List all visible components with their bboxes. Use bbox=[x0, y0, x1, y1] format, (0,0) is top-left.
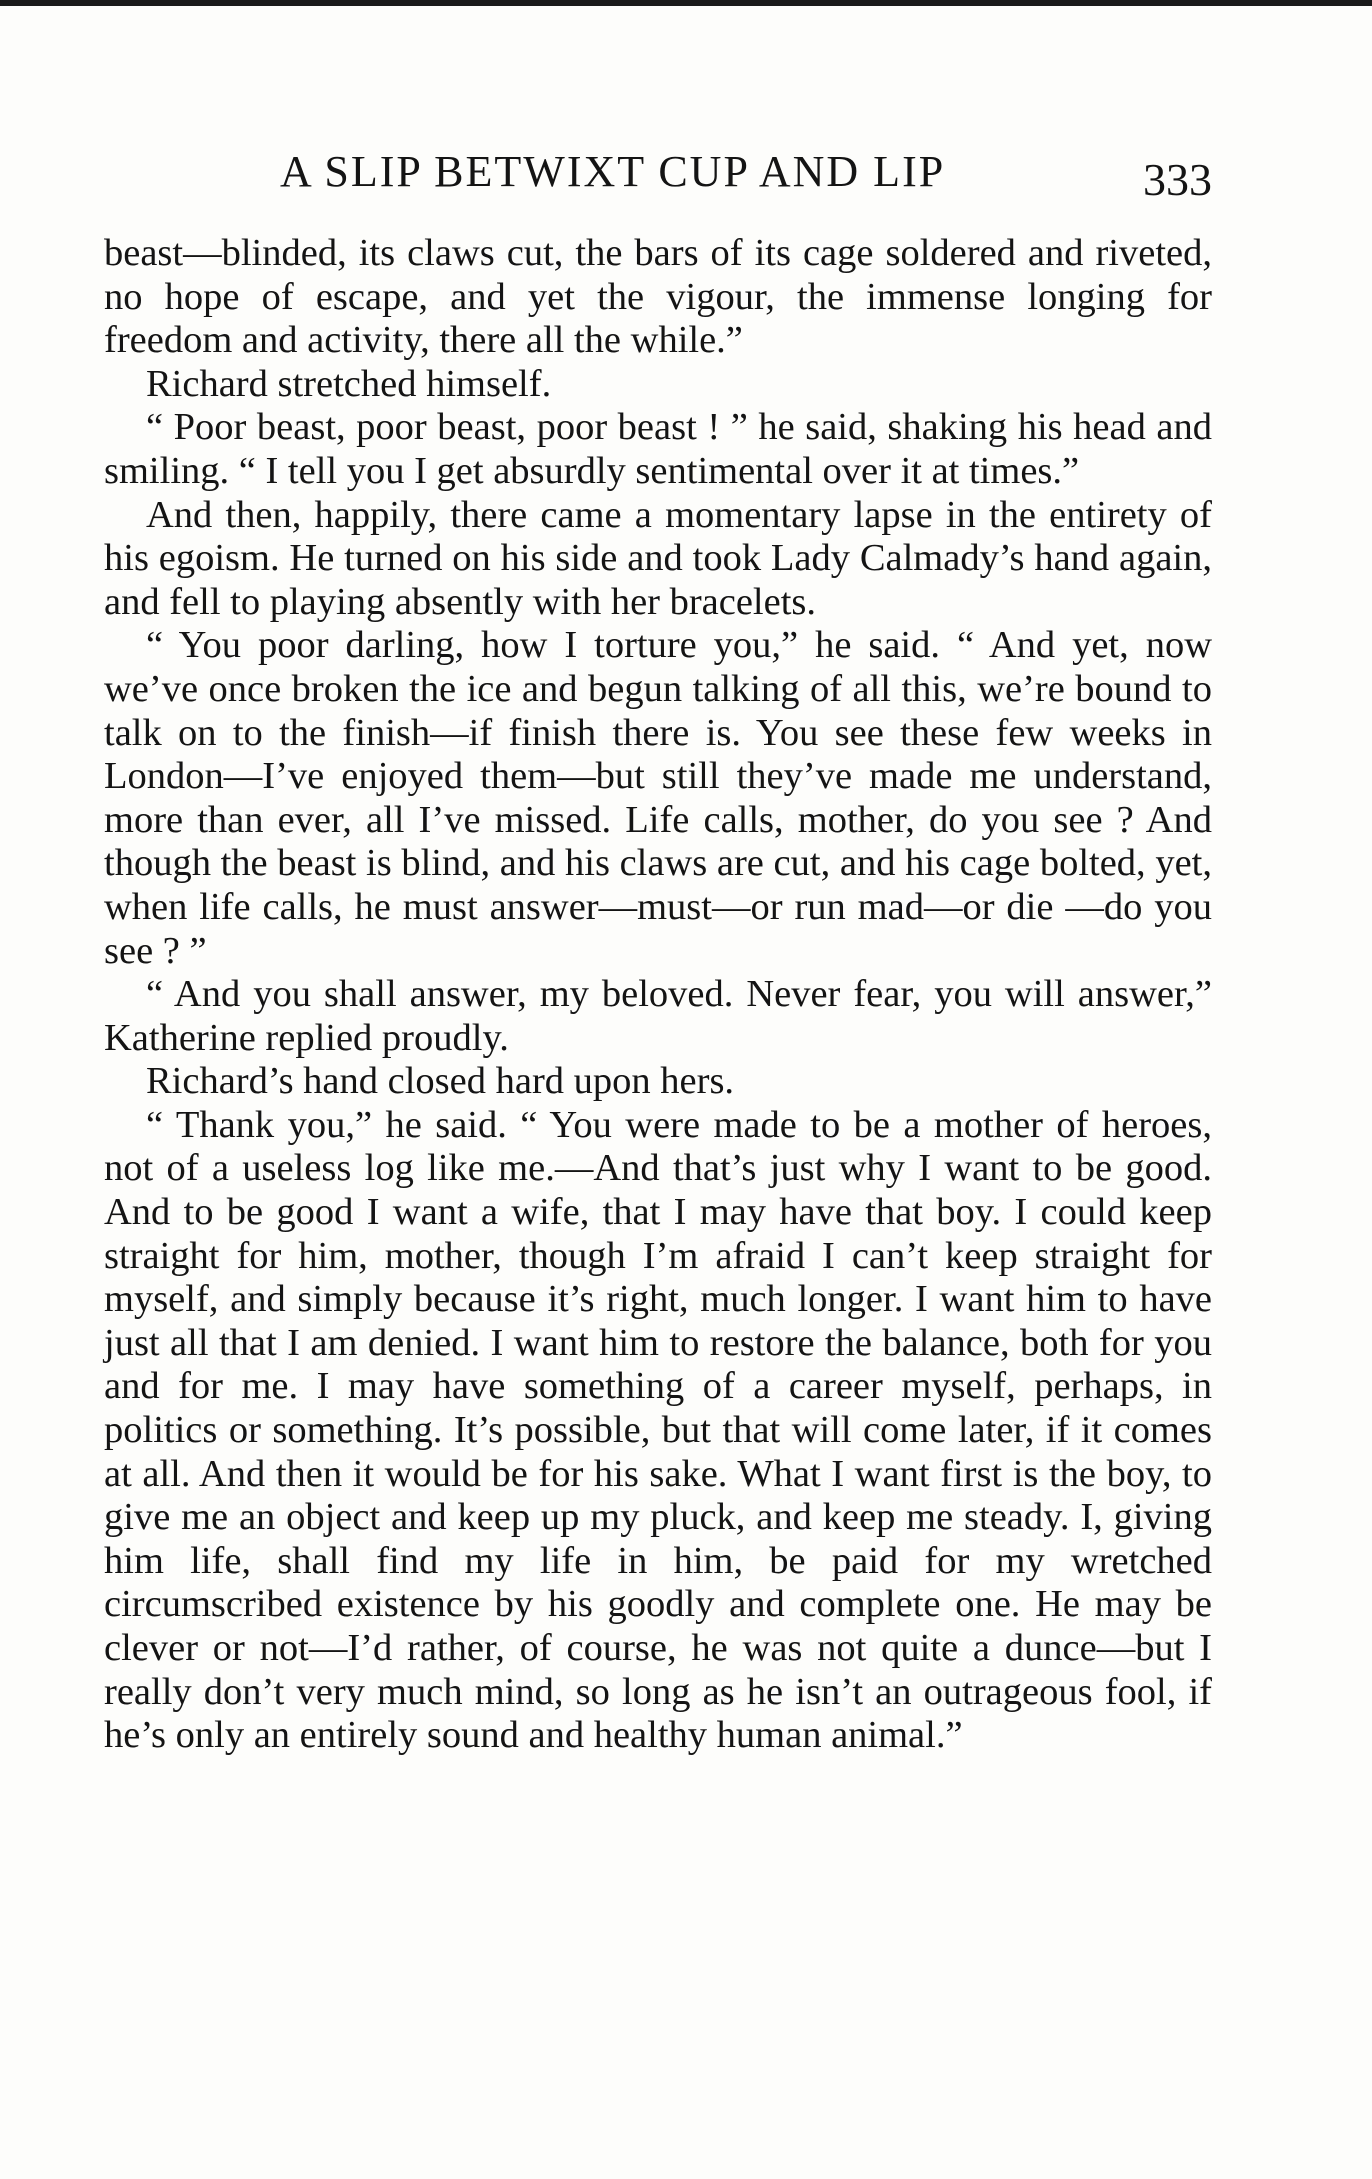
paragraph-continuation: beast—blinded, its claws cut, the bars of its cage soldered and riveted, no hope of escape, and yet the vigour, the immense longing for freedom and activity, there all the while.” bbox=[104, 232, 1212, 362]
page-number: 333 bbox=[1143, 154, 1212, 205]
paragraph: Richard stretched himself. bbox=[146, 362, 552, 405]
paragraph: “ Thank you,” he said. “ You were made to be a mother of heroes, not of a useless log like me.—And that’s just why I want to be good. And to be good I want a wife, that I may have that boy. I could keep straight for him, mother, though I’m afraid I can’t keep straight for myself, and simply because it’s right, much longer. I want him to have just all that I am denied. I want him to restore the balance, both for you and for me. I may have something of a career myself, perhaps, in politics or something. It’s possible, but that will come later, if it comes at all. And then it would be for his sake. What I want first is the boy, to give me an object and keep up my pluck, and keep me steady. I, giving him life, shall find my life in him, be paid for my wretched circumscribed existence by his goodly and complete one. He may be clever or not—I’d rather, of course, he was not quite a dunce—but I really don’t very much mind, so long as he isn’t an outrageous fool, if he’s only an entirely sound and healthy human animal.” bbox=[104, 1103, 1212, 1757]
running-title: A SLIP BETWIXT CUP AND LIP bbox=[280, 147, 946, 196]
paragraph: “ And you shall answer, my beloved. Never fear, you will answer,” Katherine replied proudly. bbox=[104, 973, 1212, 1059]
top-scan-rule bbox=[0, 0, 1372, 6]
paragraph: Richard’s hand closed hard upon hers. bbox=[146, 1060, 735, 1103]
running-head bbox=[0, 142, 1372, 205]
paragraph: “ You poor darling, how I torture you,” he said. “ And yet, now we’ve once broken the ice and begun talking of all this, we’re bound to talk on to the finish—if finish there is. You see these few weeks in London—I’ve enjoyed them—but still they’ve made me understand, more than ever, all I’ve missed. Life calls, mother, do you see ? And though the beast is blind, and his claws are cut, and his cage bolted, yet, when life calls, he must answer—must—or run mad—or die —do you see ? ” bbox=[104, 624, 1212, 972]
paragraph: And then, happily, there came a momentary lapse in the entirety of his egoism. He turned on his side and took Lady Calmady’s hand again, and fell to playing absently with her bracelets. bbox=[104, 493, 1212, 623]
body-text bbox=[104, 232, 1212, 1758]
paragraph: “ Poor beast, poor beast, poor beast ! ” he said, shaking his head and smiling. “ I tell you I get absurdly sentimental over it at times.” bbox=[104, 406, 1212, 492]
